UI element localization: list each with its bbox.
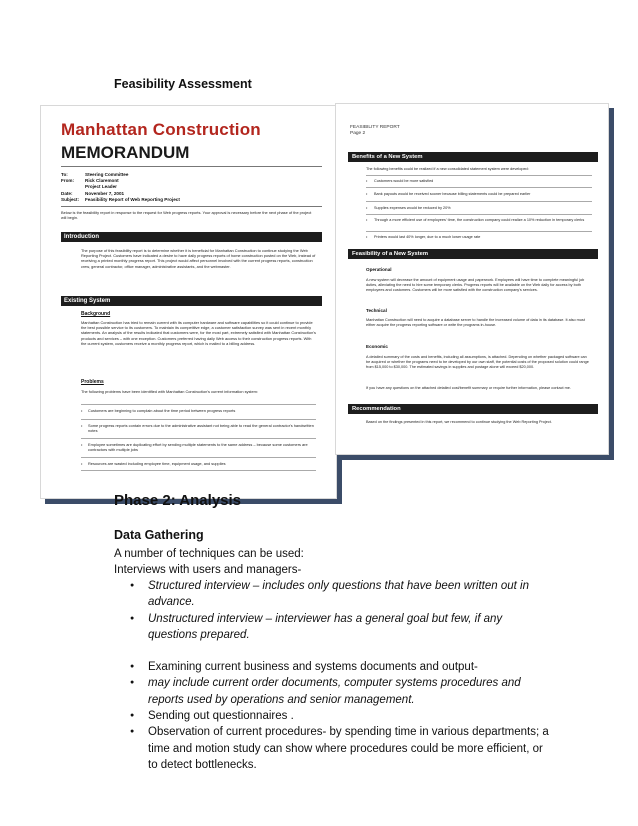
memo2-subheading: Economic bbox=[366, 344, 388, 349]
memo-problem-item: • Some progress reports contain errors due to the administrative assistant not being able to read the general contractor's handwritten notes bbox=[81, 423, 316, 433]
phase-title: Phase 2: Analysis bbox=[114, 492, 242, 509]
memo2-rule bbox=[366, 187, 592, 188]
memo2-section-bar: Feasibility of a New System bbox=[348, 249, 598, 259]
memo2-subheading: Operational bbox=[366, 267, 392, 272]
memo2-economic-text: A detailed summary of the costs and benefits, including all assumptions, is attached. Depending on whether packaged software can be acquired or whether the programs need to be developed by our own staff, the potential costs of the proposed solution could range from $15,000 to $30,000. The estimated savings in supplies and postage alone will exceed $20,000. bbox=[366, 355, 589, 369]
memo2-benefits-intro: The following benefits could be realized if a new consolidated statement system were developed: bbox=[366, 167, 529, 171]
memo2-rule bbox=[366, 175, 592, 176]
memo2-rule bbox=[366, 214, 592, 215]
memo2-operational-text: A new system will decrease the amount of equipment usage and paperwork. Employees will have time to complete meaningful job duties, alleviating the need to hire some temporary clerks. Progress reports will be available on the Web daily for access by both employees and customers. Customers will be more satisfied with the construction company's services. bbox=[366, 278, 585, 292]
memo2-rule bbox=[366, 201, 592, 202]
memo-rule bbox=[81, 457, 316, 458]
memo-problem-item: • Customers are beginning to complain about the time period between progress reports bbox=[81, 408, 316, 413]
memo-rule bbox=[81, 419, 316, 420]
memo2-subheading: Technical bbox=[366, 308, 387, 313]
memo-header-row: To: Steering Committee bbox=[61, 172, 129, 177]
list-item: ● Structured interview – includes only questions that have been written out in advance. bbox=[114, 578, 554, 611]
memo-background-text: Manhattan Construction has tried to remain current with its computer hardware and software capabilities so it could continue to provide the best possible service to its customers. To maintain its competitive edge, a customer satisfaction survey was sent in recent monthly statements. An analysis of the results indicated that customers were, for the most part, extremely satisfied with Manhattan Construction's products and services – with one exception. Customers preferred having daily Web access to their construction progress reports. With the current system, customers receive a monthly progress report, which is mailed to a billing address. bbox=[81, 320, 316, 346]
memo-problem-item: • Resources are wasted including employee time, equipment usage, and supplies bbox=[81, 461, 316, 466]
memo2-benefit-item: • Supplies expenses would be reduced by 20% bbox=[366, 206, 592, 211]
memo-page-2-image bbox=[335, 103, 609, 455]
memo2-questions-text: If you have any questions on the attached detailed cost/benefit summary or require further information, please contact me. bbox=[366, 386, 571, 390]
interview-list bbox=[114, 578, 554, 773]
memo-header-row: Project Leader bbox=[85, 184, 117, 190]
memo2-rule bbox=[366, 231, 592, 232]
memo-rule bbox=[81, 404, 316, 405]
memo2-recommendation-text: Based on the findings presented in this report, we recommend to continue studying the Web Reporting Project. bbox=[366, 420, 552, 424]
memo-subheading: Problems bbox=[81, 379, 104, 385]
list-item: ● Sending out questionnaires . bbox=[114, 708, 554, 724]
memo-header-row: Date: November 7, 2001 bbox=[61, 190, 125, 196]
memo2-section-bar: Recommendation bbox=[348, 404, 598, 414]
data-gathering-heading: Data Gathering bbox=[114, 528, 204, 542]
memo2-technical-text: Manhattan Construction will need to acquire a database server to handle the increased volume of data in its database. It also must either acquire the progress reporting software or write the programs in-house. bbox=[366, 318, 585, 327]
memo2-benefit-item: • Printers would last 40% longer, due to a much lower usage rate bbox=[366, 235, 592, 240]
memo-divider bbox=[61, 206, 322, 207]
list-item: ● may include current order documents, computer systems procedures and reports used by operations and senior management. bbox=[114, 675, 554, 708]
memo2-section-bar: Benefits of a New System bbox=[348, 152, 598, 162]
memo2-benefit-item: • Customers would be more satisfied bbox=[366, 179, 592, 184]
list-item: ● Observation of current procedures- by spending time in various departments; a time and motion study can show where procedures could be more efficient, or to detect bottlenecks. bbox=[114, 724, 554, 773]
memo-header-row: Subject: Feasibility Report of Web Reporting Project bbox=[61, 196, 180, 202]
memo2-page-label: FEASIBILITY REPORT Page 2 bbox=[350, 125, 400, 136]
list-item: ● Examining current business and systems documents and output- bbox=[114, 659, 554, 675]
memo-rule bbox=[81, 438, 316, 439]
intro-line: Interviews with users and managers- bbox=[114, 564, 302, 576]
memo-intro-text: The purpose of this feasibility report is to determine whether it is beneficial for Manhattan Construction to continue studying the Web Reporting Project. Customers have indicated a desire to have daily progress reports of home construction posted on the Web, instead of receiving a printed monthly progress report. This project would affect personnel involved with the current progress reports, construction crew, general contractor, office manager, administrative assistants, and the webmaster. bbox=[81, 248, 316, 269]
memo-header-table bbox=[61, 172, 180, 203]
memo-problem-item: • Employee sometimes are duplicating effort by sending multiple statements to the same address – because some customers are contractors with multiple jobs bbox=[81, 442, 316, 452]
memo2-benefit-item: • Bank payouts would be received sooner because billing statements could be prepared earlier bbox=[366, 192, 592, 197]
intro-line: A number of techniques can be used: bbox=[114, 548, 304, 560]
memo-divider bbox=[61, 166, 322, 167]
memo-header-row: From: Rick Claremont bbox=[61, 178, 119, 184]
memo-company-title: Manhattan Construction bbox=[61, 120, 261, 139]
memo2-benefit-item: • Through a more efficient use of employees' time, the construction company could realize a 10% reduction in temporary clerks bbox=[366, 218, 592, 223]
list-item: ● Unstructured interview – interviewer has a general goal but few, if any questions prepared. bbox=[114, 611, 554, 644]
memo-doc-type: MEMORANDUM bbox=[61, 143, 190, 162]
memo-rule bbox=[81, 470, 316, 471]
memo-subheading: Background bbox=[81, 311, 111, 317]
memo-section-bar: Introduction bbox=[61, 232, 322, 242]
memo-problems-intro: The following problems have been identified with Manhattan Construction's current information system: bbox=[81, 389, 258, 394]
memo-page-1-image bbox=[40, 105, 337, 499]
section-heading: Feasibility Assessment bbox=[114, 77, 252, 91]
memo-intro-lead: Below is the feasibility report in response to the request for Web progress reports. Your approval is necessary before the next phase of the project will begin. bbox=[61, 210, 312, 221]
memo-section-bar: Existing System bbox=[61, 296, 322, 306]
